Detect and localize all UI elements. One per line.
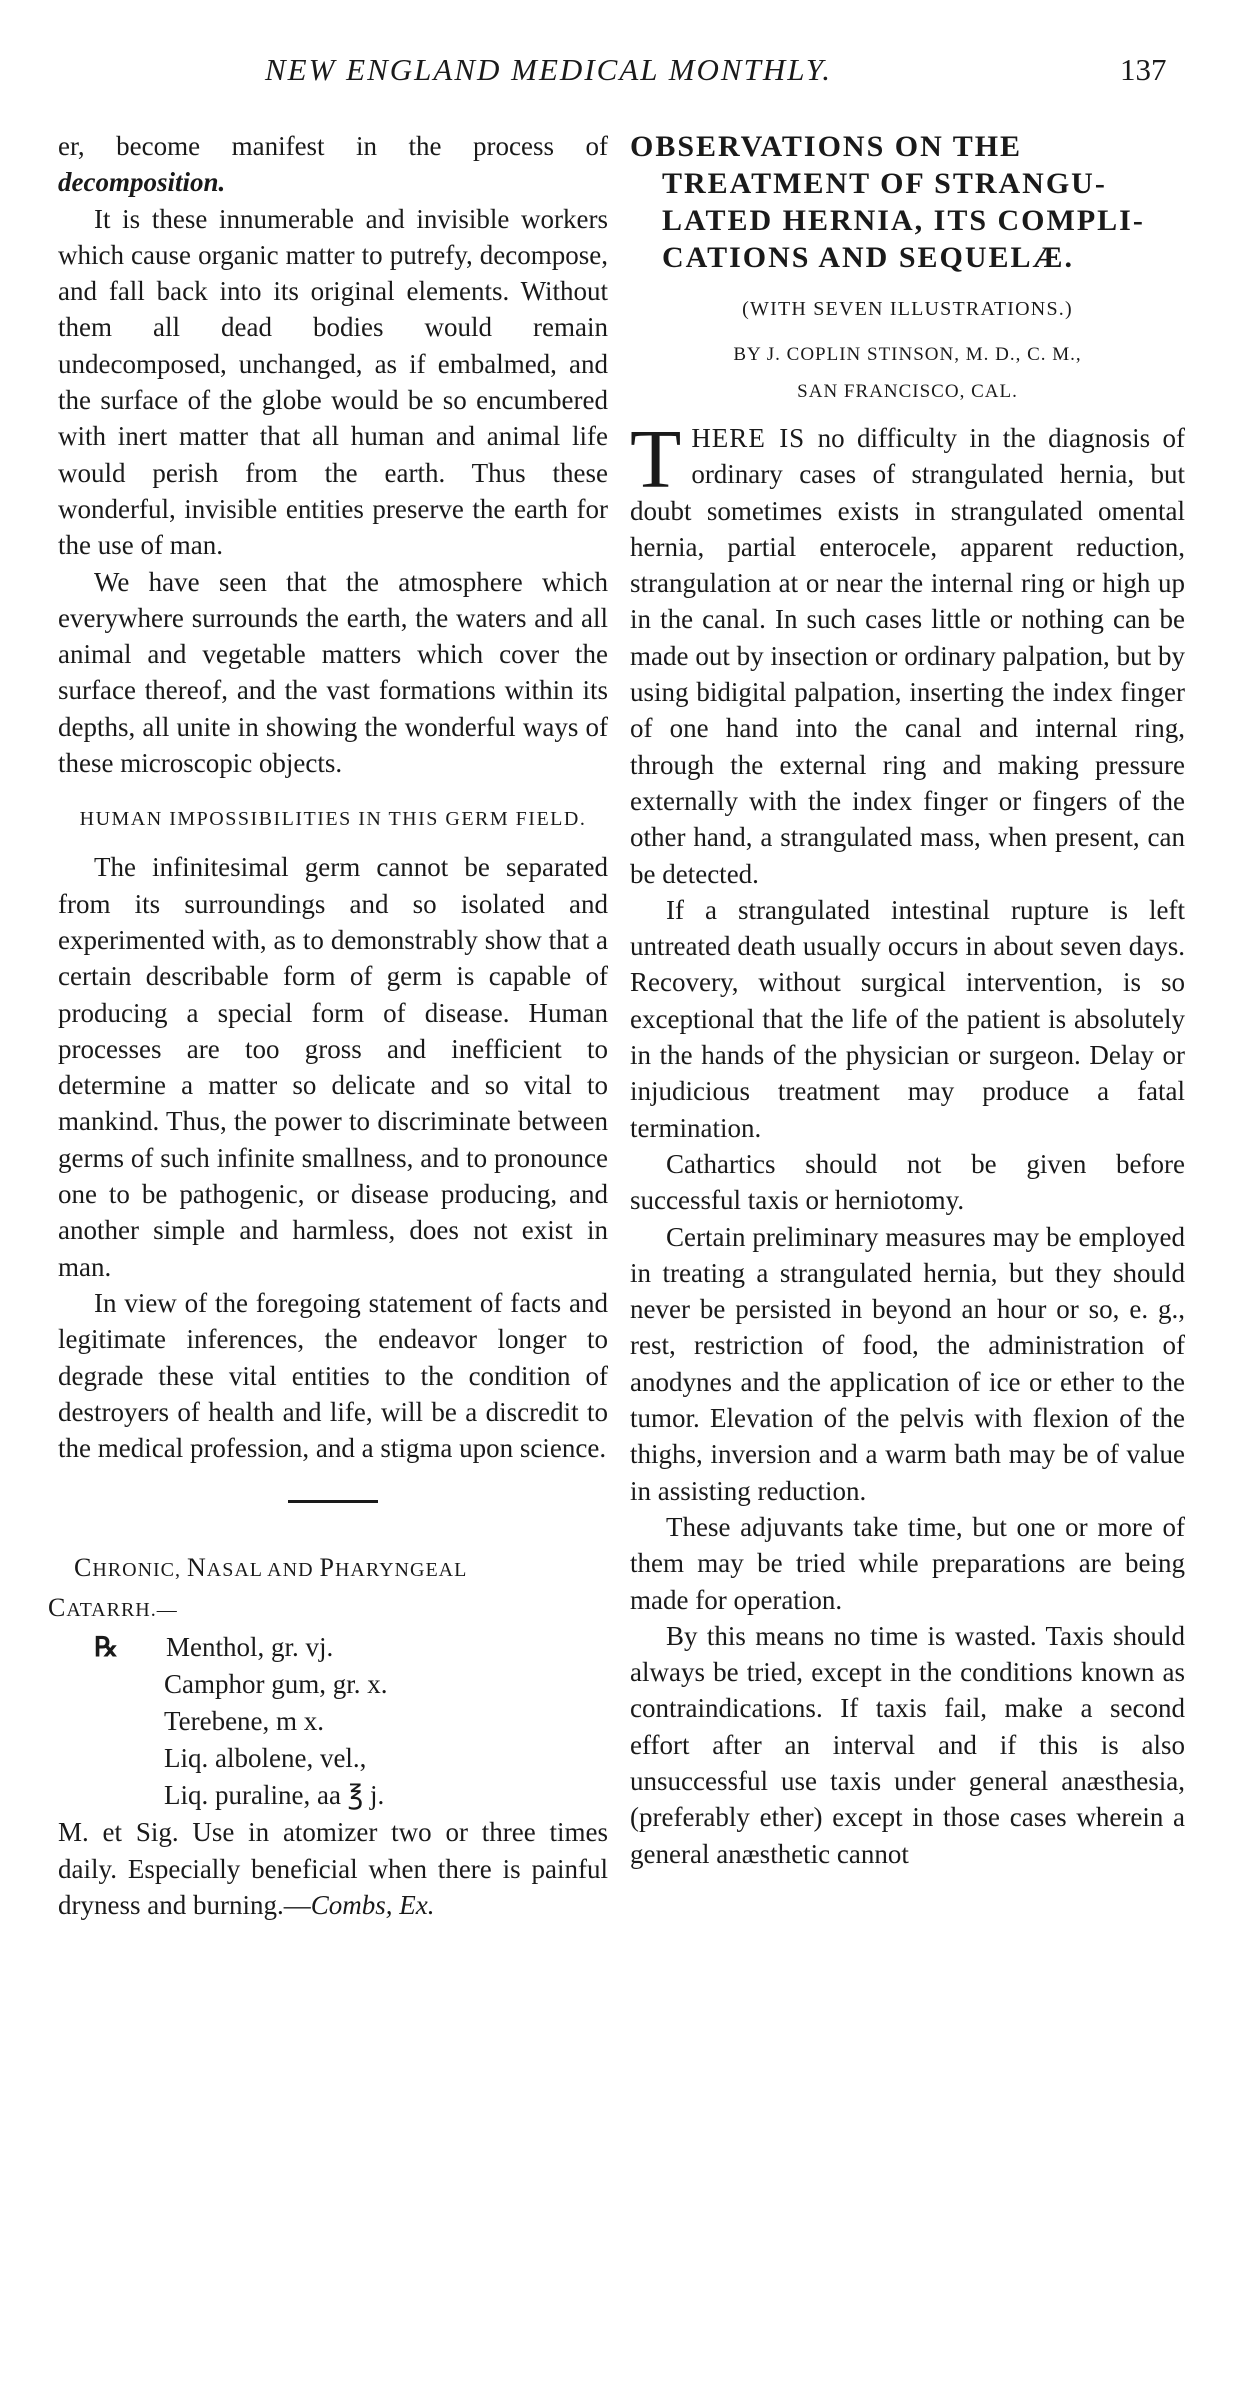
paragraph-infinitesimal-germ: The infinitesimal germ cannot be separated from its surroundings and so isolated and experimented with, as to demonstrably show that a certain describable form of germ is capable of producing a special form of disease. Human processes are too gross and inefficient to determine a matter so delicate and so vital to mankind. Thus, the power to discriminate between germs of such infinite smallness, and to pronounce one to be pathogenic, or disease producing, and another simple and harmless, does not exist in man. bbox=[58, 852, 608, 1282]
article-title-line: OBSERVATIONS ON THE bbox=[630, 130, 1023, 163]
prescription-item: Liq. puraline, aa ℥ j. bbox=[164, 1780, 385, 1811]
byline-location: SAN FRANCISCO, CAL. bbox=[797, 381, 1018, 402]
paragraph-continuation-text: er, become manifest in the process of bbox=[58, 131, 608, 161]
page-header bbox=[0, 52, 1254, 102]
prescription-directions-text: M. et Sig. Use in atomizer two or three times daily. Especially beneficial when there is painful dryness and burning.— bbox=[58, 1817, 608, 1920]
prescription bbox=[58, 1629, 608, 1814]
recipe-title-part: HARYNGEAL bbox=[334, 1559, 468, 1582]
prescription-source: Combs, Ex. bbox=[310, 1889, 435, 1920]
drop-cap: T bbox=[630, 413, 682, 506]
left-column bbox=[48, 128, 608, 1923]
recipe-title-cap: C bbox=[74, 1553, 93, 1583]
prescription-icon: ℞ bbox=[94, 1632, 119, 1663]
prescription-item: Liq. albolene, vel., bbox=[164, 1743, 367, 1774]
recipe-title-part: HRONIC, bbox=[92, 1559, 188, 1582]
emphasis-decomposition: decomposition. bbox=[58, 167, 226, 198]
recipe-title-line2 bbox=[48, 1589, 608, 1629]
article-title-line: CATIONS AND SEQUELÆ. bbox=[662, 241, 1075, 274]
running-head: NEW ENGLAND MEDICAL MONTHLY. bbox=[265, 52, 832, 87]
recipe-title-part: ATARRH.— bbox=[66, 1599, 178, 1622]
page-number: 137 bbox=[1120, 52, 1167, 87]
article-title-line: LATED HERNIA, ITS COMPLI- bbox=[662, 204, 1145, 237]
prescription-item: Menthol, gr. vj. bbox=[166, 1632, 334, 1663]
paragraph-invisible-workers: It is these innumerable and invisible workers which cause organic matter to putrefy, decompose, and fall back into its original elements. Without them all dead bodies would remain undecomposed, unchanged, as if embalmed, and the surface of the globe would be so encumbered with inert matter that all human and animal life would perish from the earth. Thus these wonderful, invisible entities preserve the earth for the use of man. bbox=[58, 203, 608, 561]
paragraph-continuation bbox=[58, 128, 608, 201]
paragraph-diagnosis-text: no difficulty in the diagnosis of ordinary cases of strangulated hernia, but doubt sometimes exists in strangulated omental hernia, partial enterocele, apparent reduction, strangulation at or near the internal ring or high up in the canal. In such cases little or nothing can be made out by insection or ordinary palpation, but by using bidigital palpation, inserting the index finger of one hand into the canal and internal ring, through the external ring and making pressure externally with the index finger or fingers of the other hand, a strangulated mass, when present, can be detected. bbox=[630, 423, 1185, 889]
lead-caps: HERE IS bbox=[691, 423, 806, 453]
prescription-item: Terebene, m x. bbox=[164, 1706, 325, 1737]
recipe-title-cap: N bbox=[187, 1553, 207, 1583]
recipe-title bbox=[58, 1549, 608, 1589]
paragraph-adjuvants: These adjuvants take time, but one or more of them may be tried while preparations are being made for operation. bbox=[630, 1511, 1185, 1615]
paragraph-atmosphere: We have seen that the atmosphere which everywhere surrounds the earth, the waters and all animal and vegetable matters which cover the surface thereof, and the vast formations within its depths, all unite in showing the wonderful ways of these microscopic objects. bbox=[58, 566, 608, 779]
paragraph-untreated-rupture: If a strangulated intestinal rupture is left untreated death usually occurs in about seven days. Recovery, without surgical intervention, is so exceptional that the life of the patient is absolutely in the hands of the physician or surgeon. Delay or injudicious treatment may produce a fatal termination. bbox=[630, 894, 1185, 1143]
paragraph-foregoing-statement: In view of the foregoing statement of facts and legitimate inferences, the endeavor longer to degrade these vital entities to the condition of destroyers of health and life, will be a discredit to the medical profession, and a stigma upon science. bbox=[58, 1287, 608, 1464]
paragraph-taxis: By this means no time is wasted. Taxis should always be tried, except in the conditions known as contraindications. If taxis fail, make a second effort after an interval and if this is also unsuccessful use taxis under general anæsthesia, (preferably ether) except in those cases wherein a general anæsthetic cannot bbox=[630, 1620, 1185, 1869]
recipe-title-part: ASAL AND bbox=[206, 1559, 320, 1582]
recipe-title-cap: P bbox=[319, 1553, 335, 1583]
prescription-directions bbox=[58, 1814, 608, 1923]
article-title-line: TREATMENT OF STRANGU- bbox=[662, 167, 1107, 200]
paragraph-cathartics: Cathartics should not be given before successful taxis or herniotomy. bbox=[630, 1148, 1185, 1216]
section-divider-rule bbox=[288, 1500, 378, 1503]
article-byline bbox=[630, 336, 1185, 410]
paragraph-diagnosis bbox=[630, 413, 1185, 892]
article-title bbox=[630, 128, 1185, 276]
recipe-title-cap: C bbox=[48, 1593, 67, 1623]
article-subhead: (WITH SEVEN ILLUSTRATIONS.) bbox=[742, 298, 1073, 320]
paragraph-preliminary-measures: Certain preliminary measures may be employed in treating a strangulated hernia, but they should never be persisted in beyond an hour or so, e. g., rest, restriction of food, the administration of anodynes and the application of ice or ether to the tumor. Elevation of the pelvis with flexion of the thighs, inversion and a warm bath may be of value in assisting reduction. bbox=[630, 1221, 1185, 1506]
section-heading: HUMAN IMPOSSIBILITIES IN THIS GERM FIELD. bbox=[79, 808, 587, 831]
prescription-item: Camphor gum, gr. x. bbox=[164, 1669, 388, 1700]
byline-author: BY J. COPLIN STINSON, M. D., C. M., bbox=[733, 344, 1082, 365]
right-column bbox=[630, 128, 1185, 1872]
